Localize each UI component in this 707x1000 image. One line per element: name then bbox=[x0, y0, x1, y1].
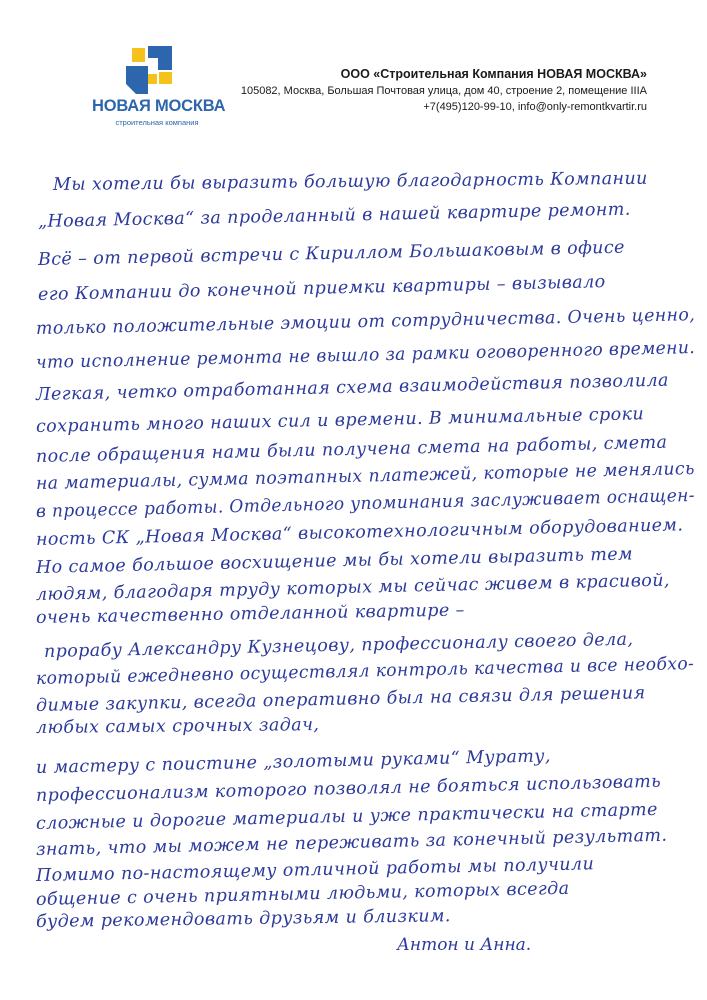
letter-line: ность СК „Новая Москва“ высокотехнологичным оборудованием. bbox=[35, 515, 684, 550]
letter-line: Легкая, четко отработанная схема взаимодействия позволила bbox=[35, 370, 670, 405]
letter-line: любых самых срочных задач, bbox=[35, 715, 320, 738]
letter-line: Помимо по-настоящему отличной работы мы получили bbox=[35, 854, 595, 886]
logo-name: НОВАЯ МОСКВА bbox=[92, 97, 226, 115]
letter-line: который ежедневно осуществлял контроль качества и все необхо- bbox=[35, 654, 695, 689]
letter-line: димые закупки, всегда оперативно был на связи для решения bbox=[35, 683, 646, 716]
letter-line: прорабу Александру Кузнецову, профессионалу своего дела, bbox=[43, 629, 634, 662]
letter-line: что исполнение ремонта не вышло за рамки оговоренного времени. bbox=[35, 338, 696, 373]
letter-line: людям, благодаря труду которых мы сейчас живем в красивой, bbox=[35, 570, 671, 605]
letter-line: в процессе работы. Отдельного упоминания заслуживает оснащен- bbox=[35, 485, 696, 522]
letter-line: и мастеру с поистине „золотыми руками“ Мурату, bbox=[35, 746, 552, 778]
company-name: ООО «Строительная Компания НОВАЯ МОСКВА» bbox=[340, 67, 647, 81]
letter-line: „Новая Москва“ за проделанный в нашей квартире ремонт. bbox=[37, 199, 631, 232]
signature: Антон и Анна. bbox=[397, 935, 532, 955]
letter-line: сохранить много наших сил и времени. В минимальные сроки bbox=[35, 404, 645, 437]
letter-line: Но самое большое восхищение мы бы хотели выразить тем bbox=[35, 544, 634, 578]
company-address: 105082, Москва, Большая Почтовая улица, дом 40, строение 2, помещение IIIA bbox=[240, 85, 647, 97]
company-contacts: +7(495)120-99-10, info@only-remontkvartir.ru bbox=[423, 101, 647, 113]
letter-line: будем рекомендовать друзьям и близким. bbox=[35, 906, 451, 932]
letter-line: после обращения нами были получена смета на работы, смета bbox=[35, 432, 668, 467]
logo-subtitle: строительная компания bbox=[115, 118, 199, 127]
letter-line: знать, что мы можем не переживать за конечный результат. bbox=[35, 825, 668, 860]
letter-line: Всё – от первой встречи с Кириллом Большаковым в офисе bbox=[37, 237, 626, 270]
letter-line: его Компании до конечной приемки квартиры – вызывало bbox=[37, 272, 606, 305]
letter-line: общение с очень приятными людьми, которых всегда bbox=[35, 878, 570, 910]
letter-line: на материалы, сумма поэтапных платежей, которые не менялись bbox=[35, 459, 696, 494]
letter-line: сложные и дорогие материалы и уже практически на старте bbox=[35, 799, 658, 834]
letter-line: очень качественно отделанной квартире – bbox=[35, 600, 465, 628]
letter-line: только положительные эмоции от сотрудничества. Очень ценно, bbox=[35, 305, 696, 339]
letter-line: Мы хотели бы выразить большую благодарность Компании bbox=[52, 168, 648, 195]
letter-line: профессионализм которого позволял не бояться использовать bbox=[35, 771, 662, 806]
